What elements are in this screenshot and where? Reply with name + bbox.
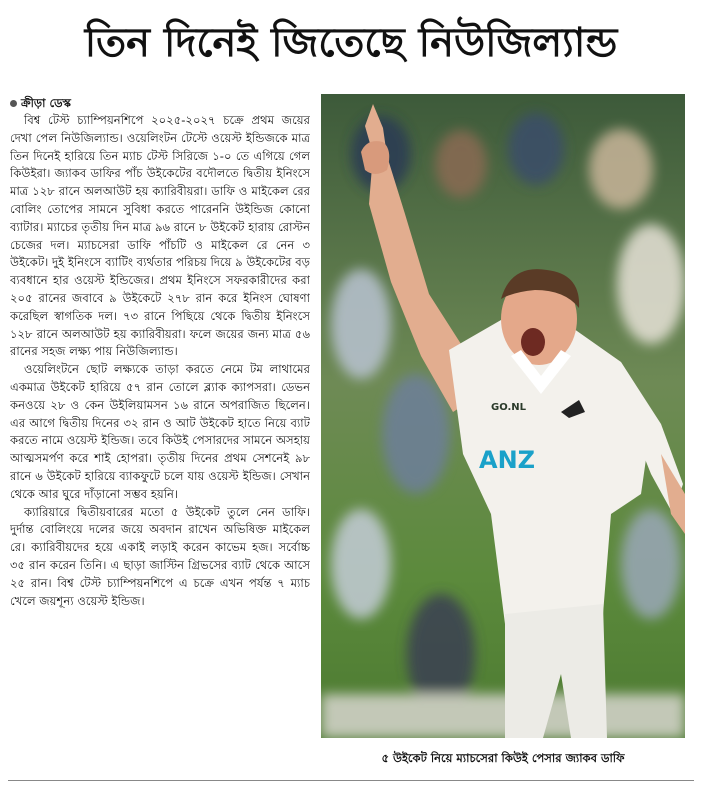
byline: [10, 94, 310, 112]
article-paragraph: বিশ্ব টেস্ট চ্যাম্পিয়নশিপে ২০২৫-২০২৭ চক্রে প্রথম জয়ের দেখা পেল নিউজিল্যান্ড। ওয়েলিংটন টেস্টে ওয়েস্ট ইন্ডিজকে মাত্র তিন দিনেই হারিয়ে তিন ম্যাচ টেস্ট সিরিজে ১-০ তে এগিয়ে গেল কিউইরা। জ্যাকব ডাফির পাঁচ উইকেটের বদৌলতে দ্বিতীয় ইনিংসে মাত্র ১২৮ রানে অলআউট হয় ক্যারিবীয়রা। ডাফি ও মাইকেল রের বোলিং তোপের সামনে সুবিধা করতে পারেননি উইন্ডিজ কোনো ব্যাটার। ম্যাচের তৃতীয় দিন মাত্র ৯৬ রানে ৮ উইকেট হারায় রোস্টন চেজের দল। ম্যাচসেরা ডাফি পাঁচটি ও মাইকেল রে নেন ৩ উইকেট। দুই ইনিংসে ব্যাটিং ব্যর্থতার পরিচয় দিয়ে ৯ উইকেটের বড় ব্যবধানে হার ওয়েস্ট ইন্ডিজের। প্রথম ইনিংসে সফরকারীদের করা ২০৫ রানের জবাবে ৯ উইকেটে ২৭৮ রান করে ইনিংস ঘোষণা করেছিল স্বাগতিক দল। ৭৩ রানে পিছিয়ে থেকে দ্বিতীয় ইনিংসে ১২৮ রানে অলআউট হয় ক্যারিবীয়রা। ফলে জয়ের জন্য মাত্র ৫৬ রানের সহজ লক্ষ্য পায় নিউজিল্যান্ড।: [10, 113, 310, 359]
bullet-icon: [10, 100, 17, 107]
article-paragraph: ক্যারিয়ারে দ্বিতীয়বারের মতো ৫ উইকেট তুলে নেন ডাফি। দুর্দান্ত বোলিংয়ে দলের জয়ে অবদান রাখেন অভিষিক্ত মাইকেল রে। ক্যারিবীয়দের হয়ে একাই লড়াই করেন কাভেম হজ। সর্বোচ্চ ৩৫ রান করেন তিনি। এ ছাড়া জাস্টিন গ্রিভসের ব্যাট থেকে আসে ২৫ রান। বিশ্ব টেস্ট চ্যাম্পিয়নশিপে এ চক্রে এখন পর্যন্ত ৭ ম্যাচ খেলে জয়শূন্য ওয়েস্ট ইন্ডিজ।: [10, 504, 310, 608]
byline-text: ক্রীড়া ডেস্ক: [21, 96, 71, 110]
jersey-sponsor: ANZ: [479, 446, 536, 474]
headline: তিন দিনেই জিতেছে নিউজিল্যান্ড: [84, 20, 618, 66]
player-photo: [321, 94, 685, 738]
jersey-logo: GO.NL: [491, 402, 527, 413]
photo-caption: ৫ উইকেট নিয়ে ম্যাচসেরা কিউই পেসার জ্যাকব ডাফি: [381, 751, 625, 765]
photo-illustration: [321, 94, 685, 738]
divider: [8, 780, 694, 781]
article-body: [10, 94, 310, 780]
article-paragraph: ওয়েলিংটনে ছোট লক্ষ্যকে তাড়া করতে নেমে টম লাথামের একমাত্র উইকেট হারিয়ে ৫৭ রান তোলে ব্ল্যাক ক্যাপসরা। ডেভন কনওয়ে ২৮ ও কেন উইলিয়ামসন ১৬ রানে অপরাজিত ছিলেন। এর আগে দ্বিতীয় দিনের ৩২ রান ও আট উইকেট হাতে নিয়ে ব্যাট করতে নামে ওয়েস্ট ইন্ডিজ। তবে কিউই পেসারদের সামনে অসহায় আত্মসমর্পণ করে শাই হোপরা। তৃতীয় দিনের প্রথম সেশনেই ৯৮ রানে ৬ উইকেট হারিয়ে ব্যাকফুটে চলে যায় ওয়েস্ট ইন্ডিজ। সেখান থেকে আর ঘুরে দাঁড়ানো সম্ভব হয়নি।: [10, 362, 310, 501]
